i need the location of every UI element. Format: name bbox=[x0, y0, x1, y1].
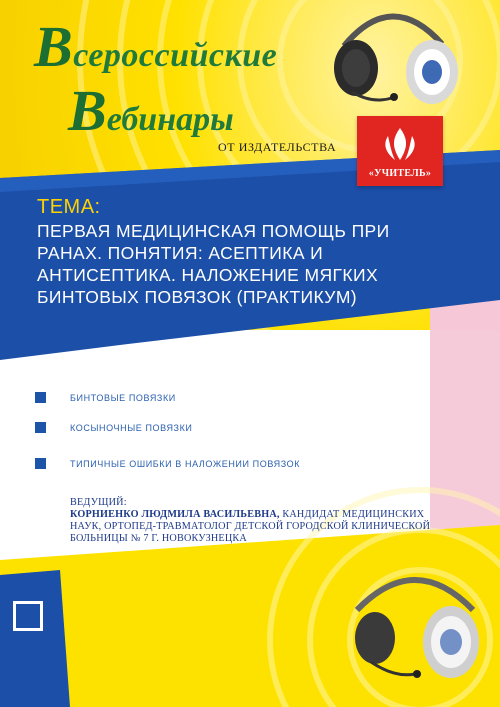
host-label: ВЕДУЩИЙ: bbox=[70, 497, 127, 508]
bullet-square-icon bbox=[35, 458, 46, 469]
brand-title bbox=[34, 14, 278, 143]
publisher-logo-text: «УЧИТЕЛЬ» bbox=[368, 168, 432, 179]
bullet-square-icon bbox=[35, 422, 46, 433]
bullet-text: ТИПИЧНЫЕ ОШИБКИ В НАЛОЖЕНИИ ПОВЯЗОК bbox=[70, 458, 301, 469]
corner-square-decoration bbox=[13, 601, 43, 631]
topic-title: ПЕРВАЯ МЕДИЦИНСКАЯ ПОМОЩЬ ПРИ РАНАХ. ПОНЯТИЯ: АСЕПТИКА И АНТИСЕПТИКА. НАЛОЖЕНИЕ МЯГКИХ БИНТОВЫХ ПОВЯЗОК (ПРАКТИКУМ) bbox=[37, 221, 390, 307]
publisher-logo bbox=[357, 116, 443, 186]
host-info bbox=[70, 497, 450, 545]
bullet-square-icon bbox=[35, 392, 46, 403]
bullet-item bbox=[35, 422, 193, 433]
bullet-text: КОСЫНОЧНЫЕ ПОВЯЗКИ bbox=[70, 422, 193, 433]
bullet-item bbox=[35, 392, 176, 403]
publisher-label: ОТ ИЗДАТЕЛЬСТВА bbox=[218, 140, 337, 154]
host-description: КАНДИДАТ МЕДИЦИНСКИХ НАУК, ОРТОПЕД-ТРАВМАТОЛОГ ДЕТСКОЙ ГОРОДСКОЙ КЛИНИЧЕСКОЙ БОЛЬНИЦЫ № 7 Г. НОВОКУЗНЕЦКА bbox=[70, 509, 431, 544]
publisher-emblem-icon bbox=[357, 120, 443, 168]
host-details bbox=[70, 509, 450, 545]
bullet-item bbox=[35, 458, 300, 469]
brand-title-line2: Вебинары bbox=[68, 78, 234, 143]
topic-label: ТЕМА: bbox=[37, 196, 101, 218]
bullet-text: БИНТОВЫЕ ПОВЯЗКИ bbox=[70, 392, 176, 403]
host-name: КОРНИЕНКО ЛЮДМИЛА ВАСИЛЬЕВНА, bbox=[70, 509, 280, 520]
brand-title-line1: Всероссийские bbox=[34, 14, 278, 79]
